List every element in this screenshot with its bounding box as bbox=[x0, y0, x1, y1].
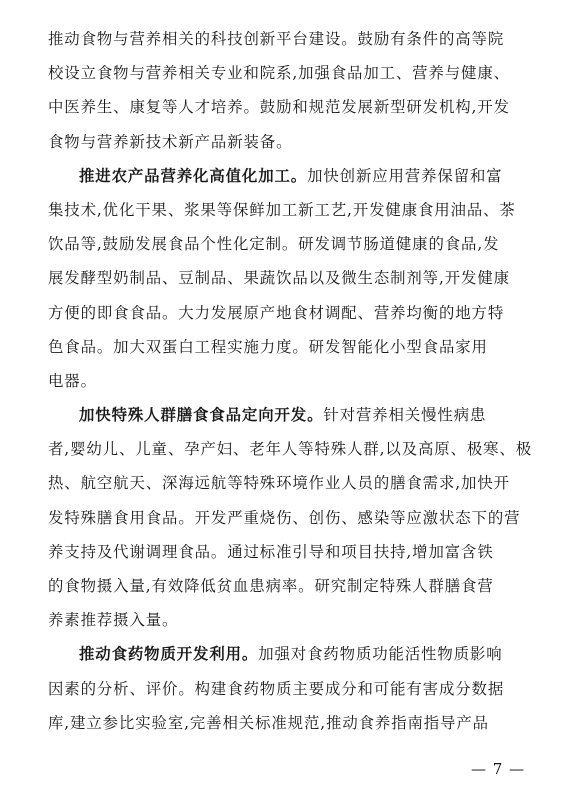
section-heading: 推动食药物质开发利用。 bbox=[79, 645, 259, 664]
paragraph-line: 养支持及代谢调理食品。通过标准引导和项目扶持,增加富含铁 bbox=[48, 542, 494, 561]
paragraph-line: 饮品等,鼓励发展食品个性化定制。研发调节肠道健康的食品,发 bbox=[48, 235, 500, 254]
section-heading: 推进农产品营养化高值化加工。 bbox=[79, 166, 308, 185]
paragraph-line: 展发酵型奶制品、豆制品、果蔬饮品以及微生态制剂等,开发健康 bbox=[48, 269, 510, 288]
paragraph-line: 者,婴幼儿、儿童、孕产妇、老年人等特殊人群,以及高原、极寒、极 bbox=[48, 440, 533, 459]
paragraph-line: 的食物摄入量,有效降低贫血患病率。研究制定特殊人群膳食营 bbox=[48, 577, 494, 595]
paragraph-text: 加强对食药物质功能活性物质影响 bbox=[258, 645, 503, 664]
document-body bbox=[48, 22, 533, 740]
paragraph-text: 加快创新应用营养保留和富 bbox=[307, 166, 503, 185]
paragraph-line: 中医养生、康复等人才培养。鼓励和规范发展新型研发机构,开发 bbox=[48, 98, 510, 117]
paragraph-first-line bbox=[48, 159, 526, 193]
paragraph-line: 集技术,优化干果、浆果等保鲜加工新工艺,开发健康食用油品、茶 bbox=[48, 200, 516, 219]
paragraph-line: 热、航空航天、深海远航等特殊环境作业人员的膳食需求,加快开 bbox=[48, 474, 510, 493]
paragraph-line: 因素的分析、评价。构建食药物质主要成分和可能有害成分数据 bbox=[48, 679, 505, 698]
paragraph-line: 库,建立参比实验室,完善相关标准规范,推动食养指南指导产品 bbox=[48, 713, 489, 732]
paragraph-line: 推动食物与营养相关的科技创新平台建设。鼓励有条件的高等院 bbox=[48, 30, 505, 48]
paragraph-first-line bbox=[48, 637, 526, 671]
paragraph-line: 校设立食物与营养相关专业和院系,加强食品加工、营养与健康、 bbox=[48, 64, 510, 83]
paragraph-line: 电器。 bbox=[48, 371, 97, 390]
paragraph-line: 养素推荐摄入量。 bbox=[48, 611, 179, 630]
paragraph-line: 色食品。加大双蛋白工程实施力度。研发智能化小型食品家用 bbox=[48, 337, 488, 356]
paragraph-first-line bbox=[48, 398, 526, 432]
paragraph-line: 发特殊膳食用食品。开发严重烧伤、创伤、感染等应激状态下的营 bbox=[48, 508, 521, 527]
paragraph-line: 方便的即食食品。大力发展原产地食材调配、营养均衡的地方特 bbox=[48, 303, 505, 322]
paragraph-text: 针对营养相关慢性病患 bbox=[323, 406, 487, 425]
page-number: — 7 — bbox=[471, 760, 526, 778]
paragraph-line: 食物与营养新技术新产品新装备。 bbox=[48, 132, 293, 151]
section-heading: 加快特殊人群膳食食品定向开发。 bbox=[79, 406, 324, 425]
